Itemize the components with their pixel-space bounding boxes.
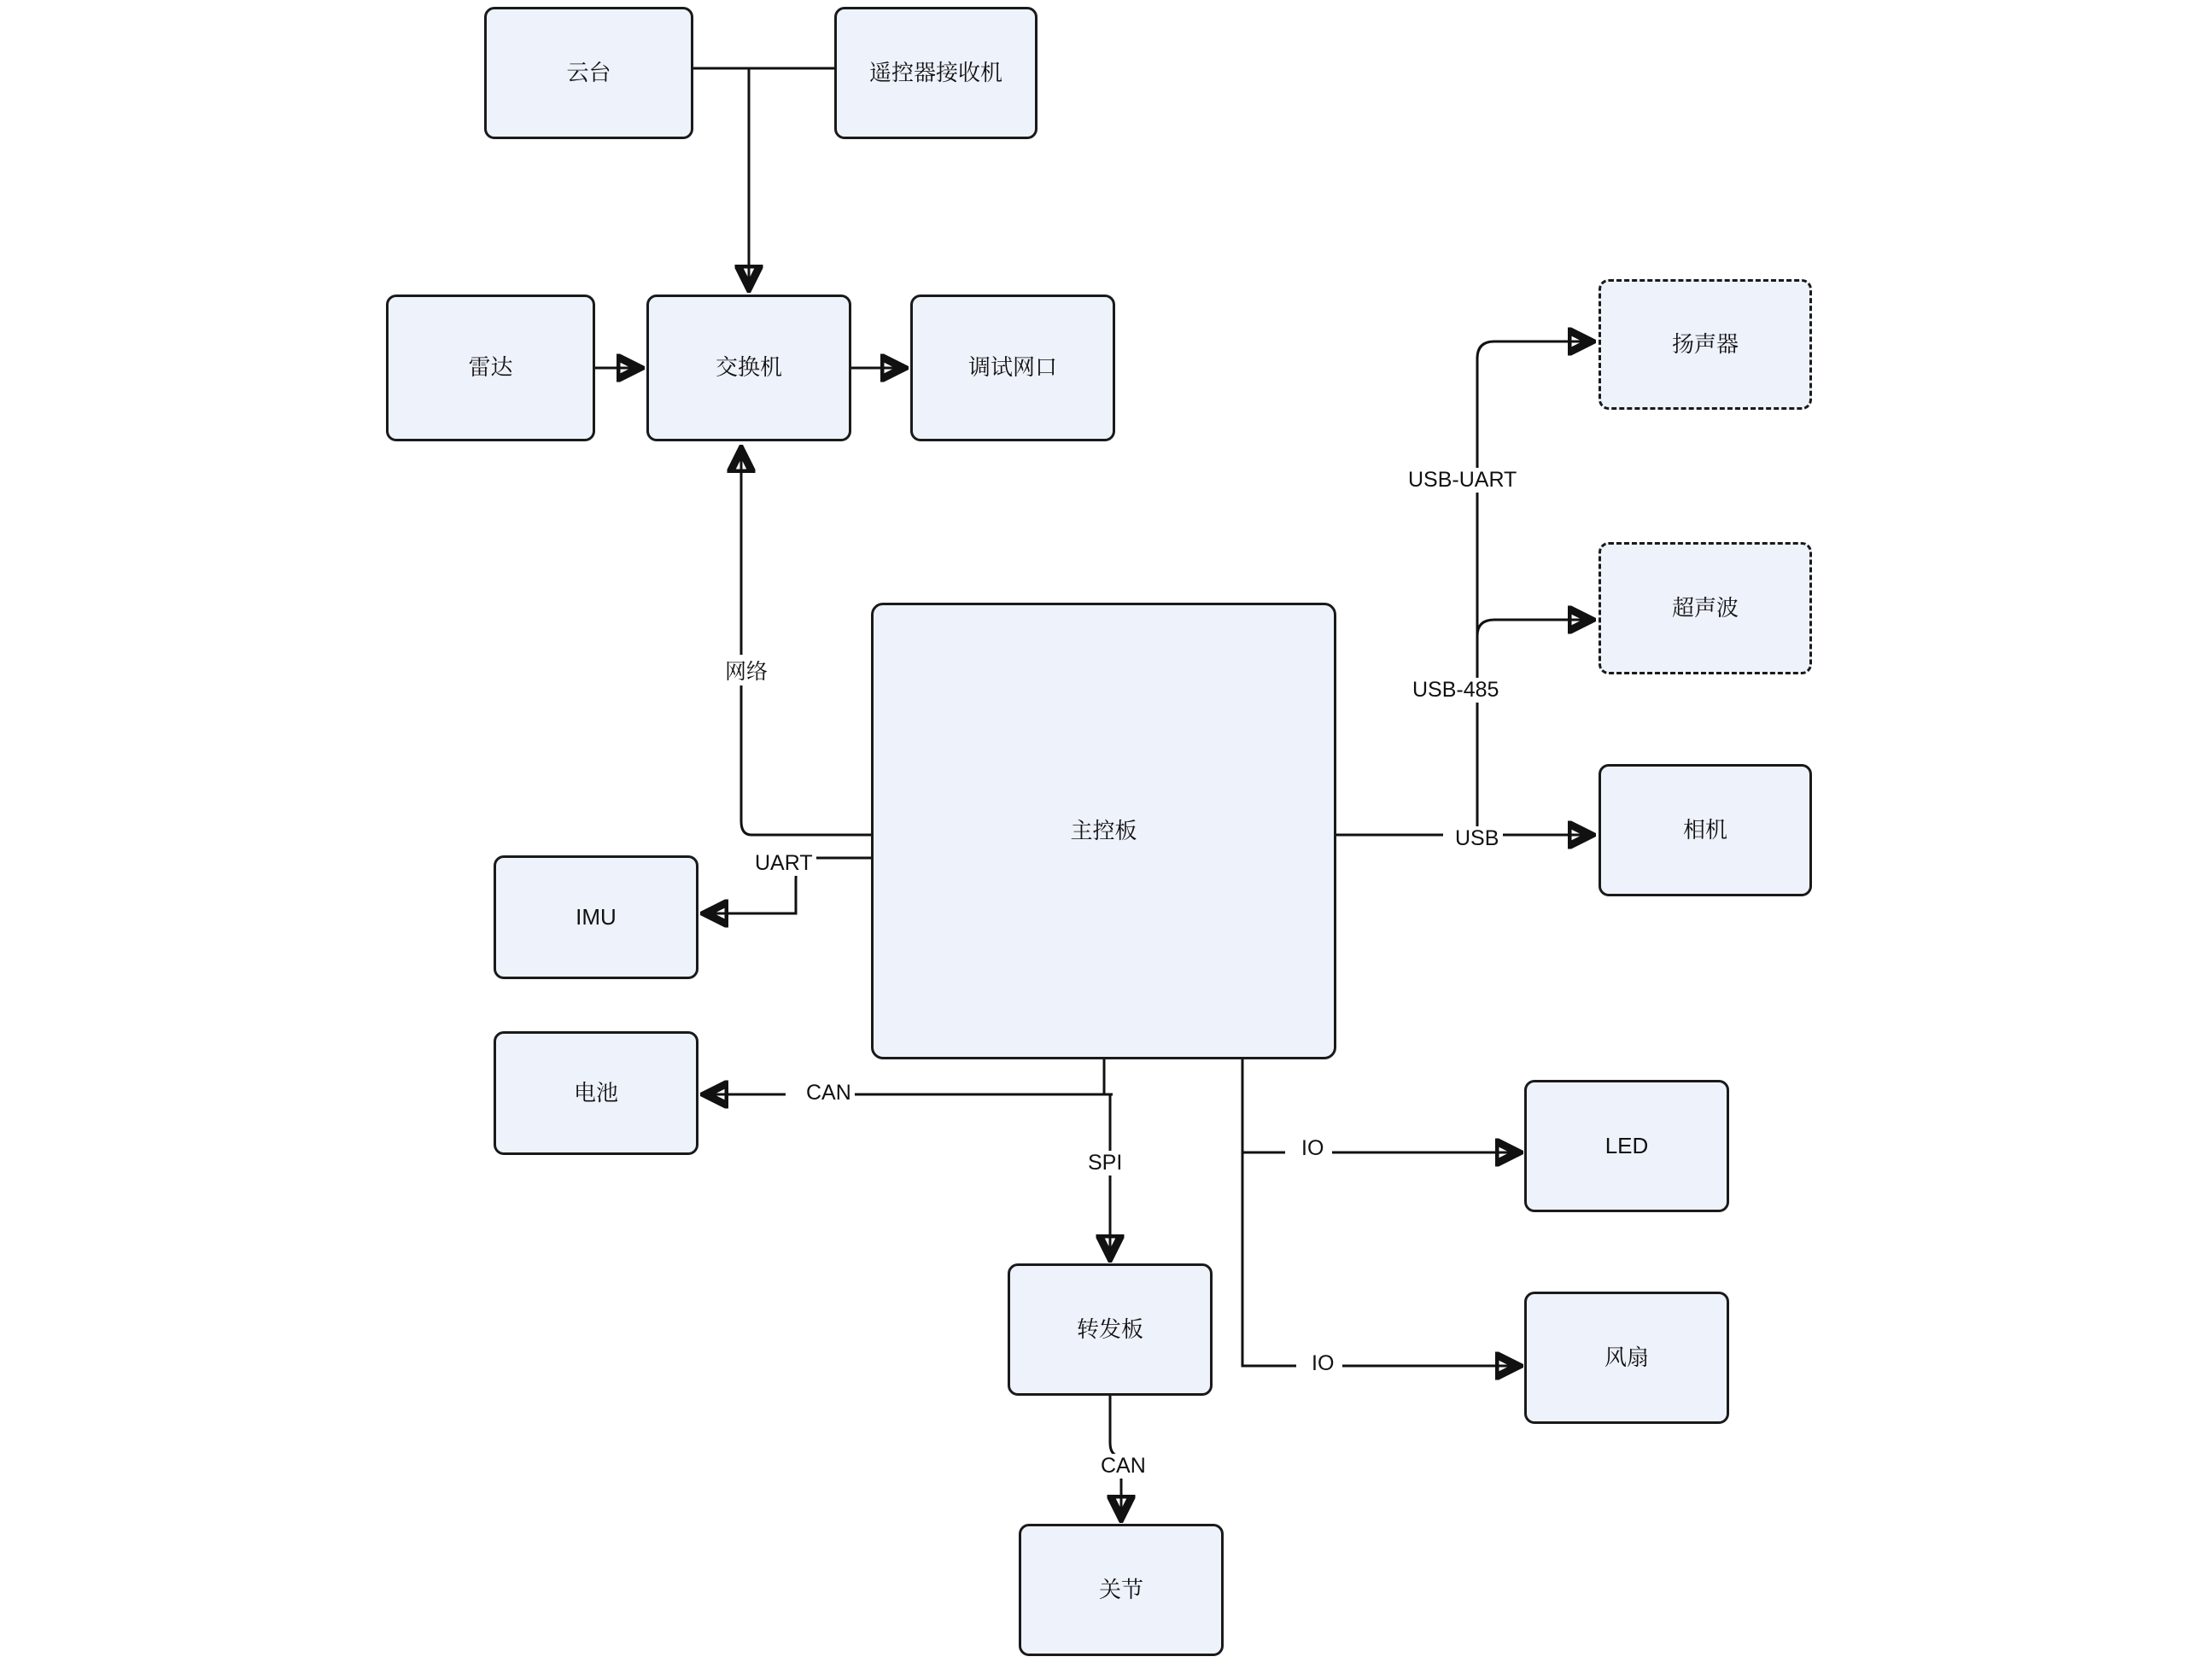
node-label: IMU bbox=[576, 903, 617, 930]
node-switch[interactable] bbox=[646, 295, 851, 441]
node-label: LED bbox=[1604, 1132, 1649, 1158]
node-label: 相机 bbox=[1682, 816, 1727, 843]
edge-label-usb-uart: USB-UART bbox=[1405, 468, 1520, 493]
node-label: 转发板 bbox=[1076, 1315, 1143, 1342]
node-label: 调试网口 bbox=[967, 354, 1057, 381]
node-main-board[interactable] bbox=[871, 603, 1336, 1059]
edge-label-can-joint: CAN bbox=[1097, 1454, 1149, 1479]
node-rc-receiver[interactable] bbox=[834, 7, 1037, 139]
node-relay-board[interactable] bbox=[1008, 1263, 1213, 1396]
node-label: 雷达 bbox=[468, 354, 513, 381]
edge-label-can-battery: CAN bbox=[803, 1081, 855, 1105]
edge-label-io-fan: IO bbox=[1308, 1351, 1337, 1376]
node-label: 电池 bbox=[573, 1079, 618, 1105]
node-fan[interactable] bbox=[1524, 1292, 1729, 1424]
node-joint[interactable] bbox=[1019, 1524, 1224, 1656]
node-label: 超声波 bbox=[1671, 594, 1739, 621]
edge-label-io-led: IO bbox=[1298, 1136, 1327, 1161]
node-label: 风扇 bbox=[1604, 1344, 1649, 1370]
node-imu[interactable] bbox=[494, 855, 698, 979]
node-label: 云台 bbox=[566, 59, 611, 85]
node-camera[interactable] bbox=[1599, 764, 1812, 896]
edge-label-usb: USB bbox=[1452, 826, 1502, 851]
node-label: 主控板 bbox=[1070, 817, 1137, 843]
node-gimbal[interactable] bbox=[484, 7, 693, 139]
edge-label-usb-485: USB-485 bbox=[1409, 678, 1502, 703]
node-debug-port[interactable] bbox=[910, 295, 1115, 441]
node-radar[interactable] bbox=[386, 295, 595, 441]
node-label: 遥控器接收机 bbox=[868, 59, 1002, 85]
node-label: 关节 bbox=[1098, 1576, 1143, 1602]
node-battery[interactable] bbox=[494, 1031, 698, 1155]
node-label: 交换机 bbox=[715, 354, 782, 381]
node-label: 扬声器 bbox=[1671, 330, 1739, 357]
node-speaker[interactable] bbox=[1599, 279, 1812, 410]
edge-label-network: 网络 bbox=[722, 655, 771, 685]
node-led[interactable] bbox=[1524, 1080, 1729, 1212]
edge-label-spi: SPI bbox=[1084, 1151, 1125, 1175]
node-ultrasonic[interactable] bbox=[1599, 542, 1812, 674]
edge-label-uart: UART bbox=[751, 851, 816, 876]
